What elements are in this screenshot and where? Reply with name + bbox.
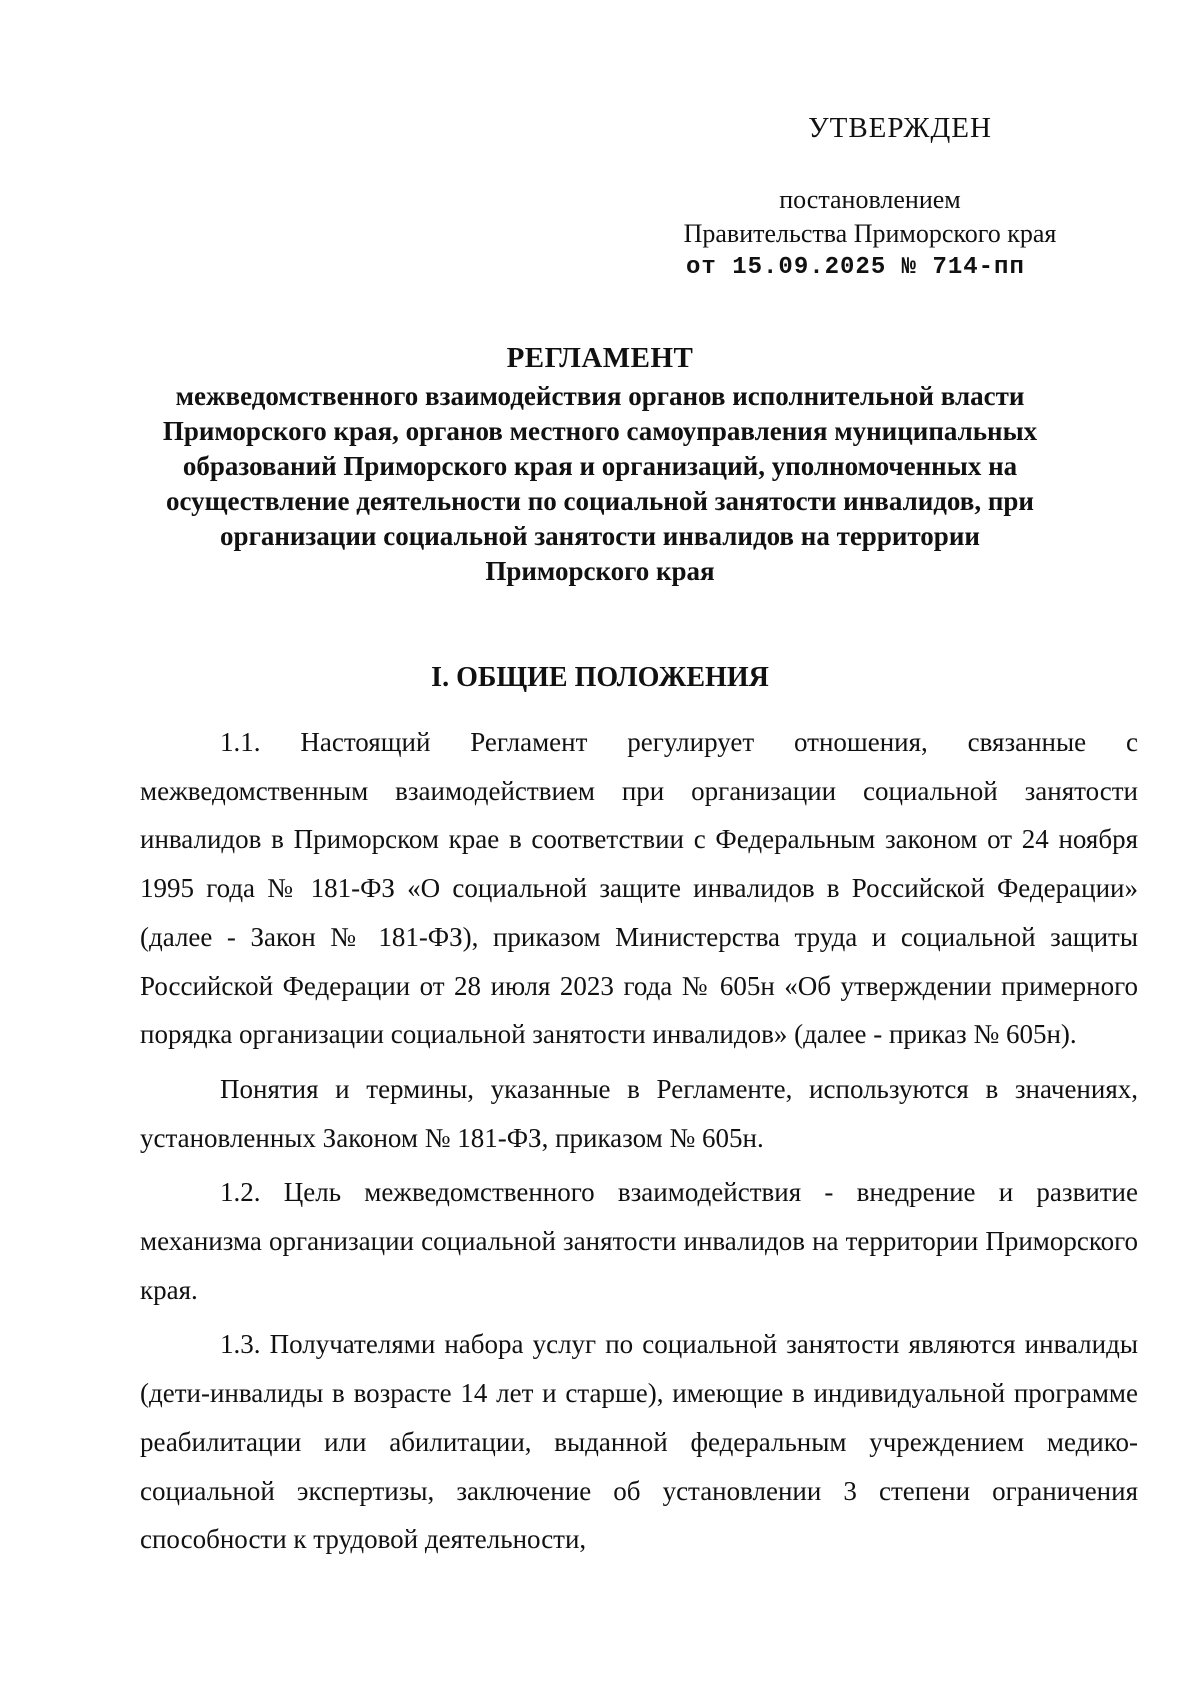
- approved-label: УТВЕРЖДЕН: [808, 112, 992, 144]
- decree-date-number: от 15.09.2025 № 714-пп: [686, 254, 1025, 281]
- approval-stamp-block: [650, 112, 1090, 285]
- paragraph-1-2: 1.2. Цель межведомственного взаимодействия - внедрение и развитие механизма организации социальной занятости инвалидов на территории Приморского края.: [140, 1177, 1138, 1305]
- approval-line-government: Правительства Приморского края: [683, 219, 1057, 248]
- paragraph-terms: Понятия и термины, указанные в Регламенте, используются в значениях, установленных Законом № 181-ФЗ, приказом № 605н.: [140, 1073, 1138, 1153]
- paragraph-1-3: 1.3. Получателями набора услуг по социальной занятости являются инвалиды (дети-инвалиды в возрасте 14 лет и старше), имеющие в индивидуальной программе реабилитации или абилитации, выданной федеральным учреждением медико-социальной экспертизы, заключение об установлении 3 степени ограничения способности к трудовой деятельности,: [140, 1329, 1138, 1555]
- document-body: [140, 718, 1138, 1570]
- document-title: РЕГЛАМЕНТ: [506, 342, 694, 374]
- document-subtitle: межведомственного взаимодействия органов исполнительной власти Приморского края, органов местного самоуправления муниципальных образований Приморского края и организаций, уполномоченных на осуществление деятельности по социальной занятости инвалидов, при организации социальной занятости инвалидов на территории Приморского края: [162, 381, 1038, 586]
- paragraph-1-1: 1.1. Настоящий Регламент регулирует отношения, связанные с межведомственным взаимодействием при организации социальной занятости инвалидов в Приморском крае в соответствии с Федеральным законом от 24 ноября 1995 года № 181-ФЗ «О социальной защите инвалидов в Российской Федерации» (далее - Закон № 181-ФЗ), приказом Министерства труда и социальной защиты Российской Федерации от 28 июля 2023 года № 605н «Об утверждении примерного порядка организации социальной занятости инвалидов» (далее - приказ № 605н).: [140, 727, 1138, 1050]
- section-heading-general: I. ОБЩИЕ ПОЛОЖЕНИЯ: [431, 662, 769, 693]
- approval-line-resolution: постановлением: [779, 185, 961, 214]
- document-title-block: [140, 342, 1060, 589]
